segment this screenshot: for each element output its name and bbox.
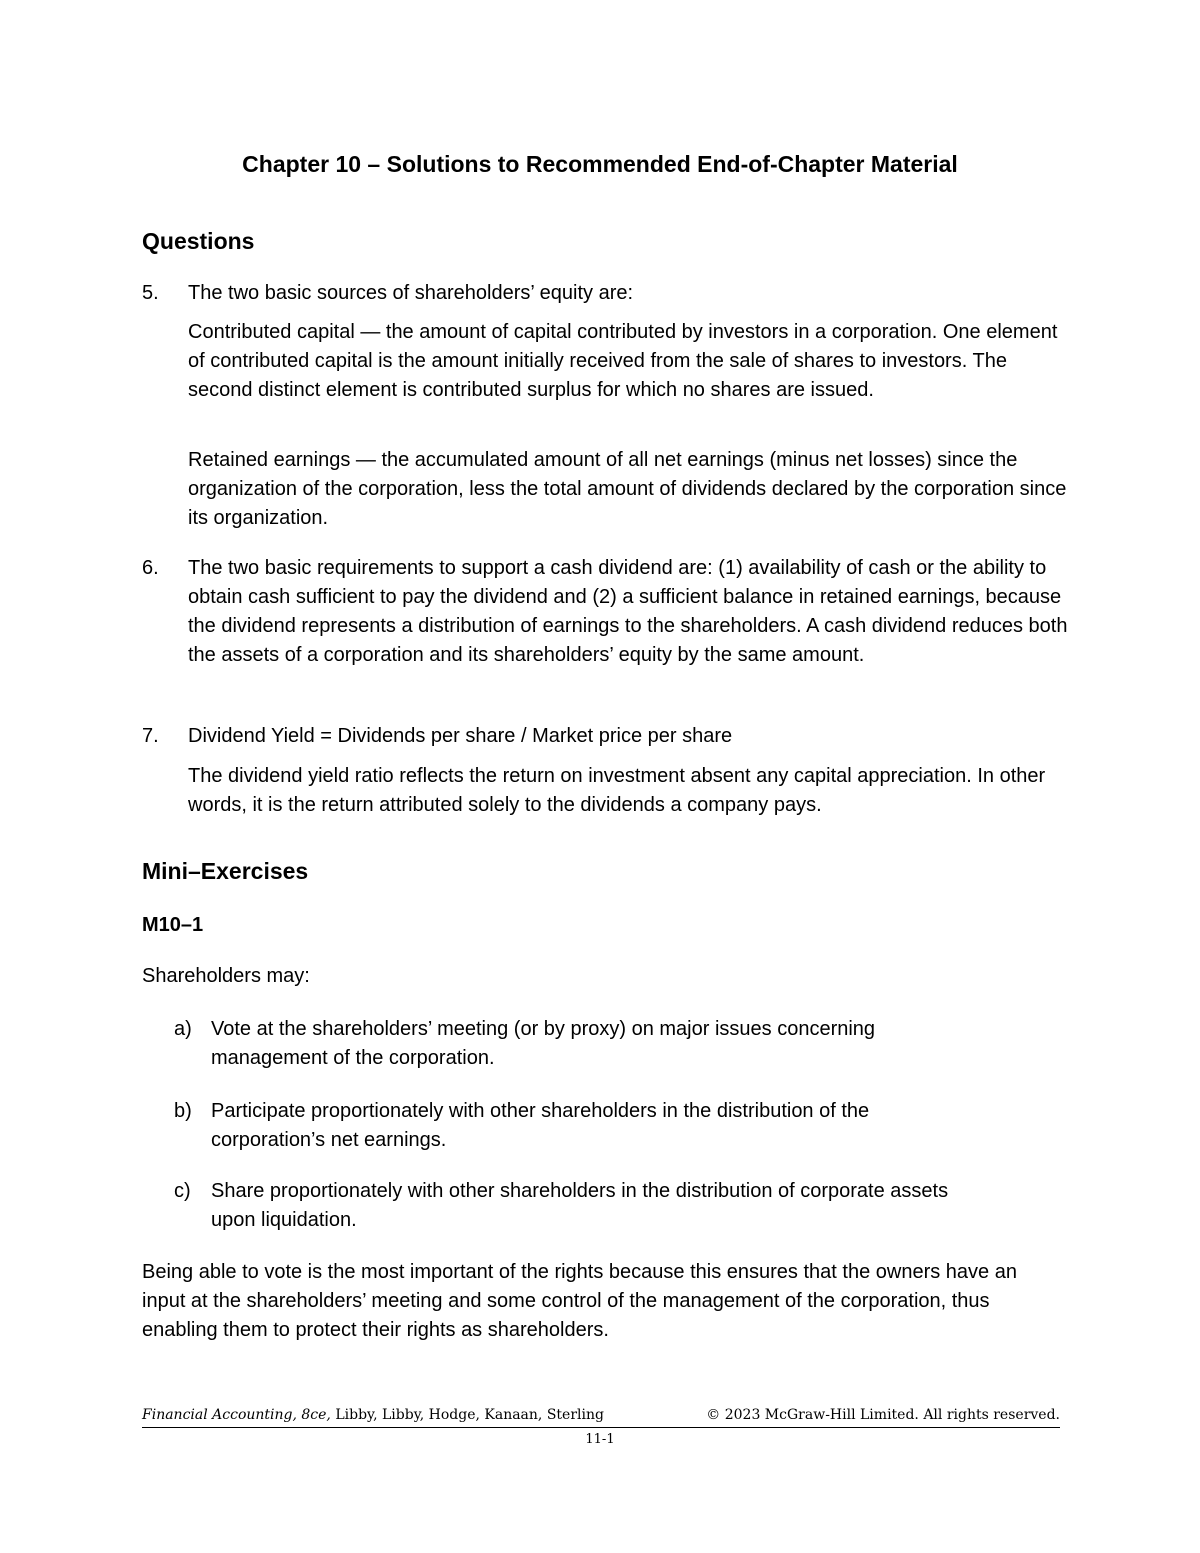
question-5-intro: The two basic sources of shareholders’ equity are: (188, 282, 634, 304)
question-number-6: 6. (142, 557, 159, 579)
page-number: 11-1 (585, 1432, 615, 1447)
footer-copyright: © 2023 McGraw-Hill Limited. All rights reserved. (706, 1407, 1060, 1423)
question-number-5: 5. (142, 282, 159, 304)
page-footer (142, 1405, 1060, 1428)
list-letter-c: c) (174, 1180, 191, 1202)
question-5-retained-earnings: Retained earnings — the accumulated amount of all net earnings (minus net losses) since the organization of the corporation, less the total amount of dividends declared by the corporation since its organization. (188, 449, 1067, 529)
footer-citation (142, 1407, 604, 1423)
list-item-a: Vote at the shareholders’ meeting (or by proxy) on major issues concerning management of the corporation. (211, 1018, 876, 1069)
question-5-contributed-capital: Contributed capital — the amount of capital contributed by investors in a corporation. One element of contributed capital is the amount initially received from the sale of shares to investors. The second distinct element is contributed surplus for which no shares are issued. (188, 321, 1058, 401)
mini-exercises-heading: Mini–Exercises (142, 858, 309, 884)
questions-heading: Questions (142, 228, 255, 254)
m10-1-intro: Shareholders may: (142, 965, 310, 987)
list-letter-b: b) (174, 1100, 192, 1122)
list-item-b: Participate proportionately with other shareholders in the distribution of the corporation’s net earnings. (211, 1100, 870, 1151)
m10-1-conclusion: Being able to vote is the most important of the rights because this ensures that the owners have an input at the shareholders’ meeting and some control of the management of the corporation, thus enabling them to protect their rights as shareholders. (142, 1261, 1017, 1341)
question-number-7: 7. (142, 725, 159, 747)
footer-book-title: Financial Accounting, 8ce, (142, 1407, 331, 1423)
question-7-formula: Dividend Yield = Dividends per share / Market price per share (188, 725, 733, 747)
m10-1-heading: M10–1 (142, 914, 204, 936)
list-item-c: Share proportionately with other shareholders in the distribution of corporate assets upon liquidation. (211, 1180, 949, 1231)
page-title: Chapter 10 – Solutions to Recommended End-of-Chapter Material (242, 151, 958, 177)
list-letter-a: a) (174, 1018, 192, 1040)
question-7-explanation: The dividend yield ratio reflects the return on investment absent any capital appreciation. In other words, it is the return attributed solely to the dividends a company pays. (188, 765, 1046, 816)
question-6-answer: The two basic requirements to support a cash dividend are: (1) availability of cash or the ability to obtain cash sufficient to pay the dividend and (2) a sufficient balance in retained earnings, because the dividend represents a distribution of earnings to the shareholders. A cash dividend reduces both the assets of a corporation and its shareholders’ equity by the same amount. (188, 557, 1068, 666)
footer-authors: Libby, Libby, Hodge, Kanaan, Sterling (330, 1407, 604, 1423)
